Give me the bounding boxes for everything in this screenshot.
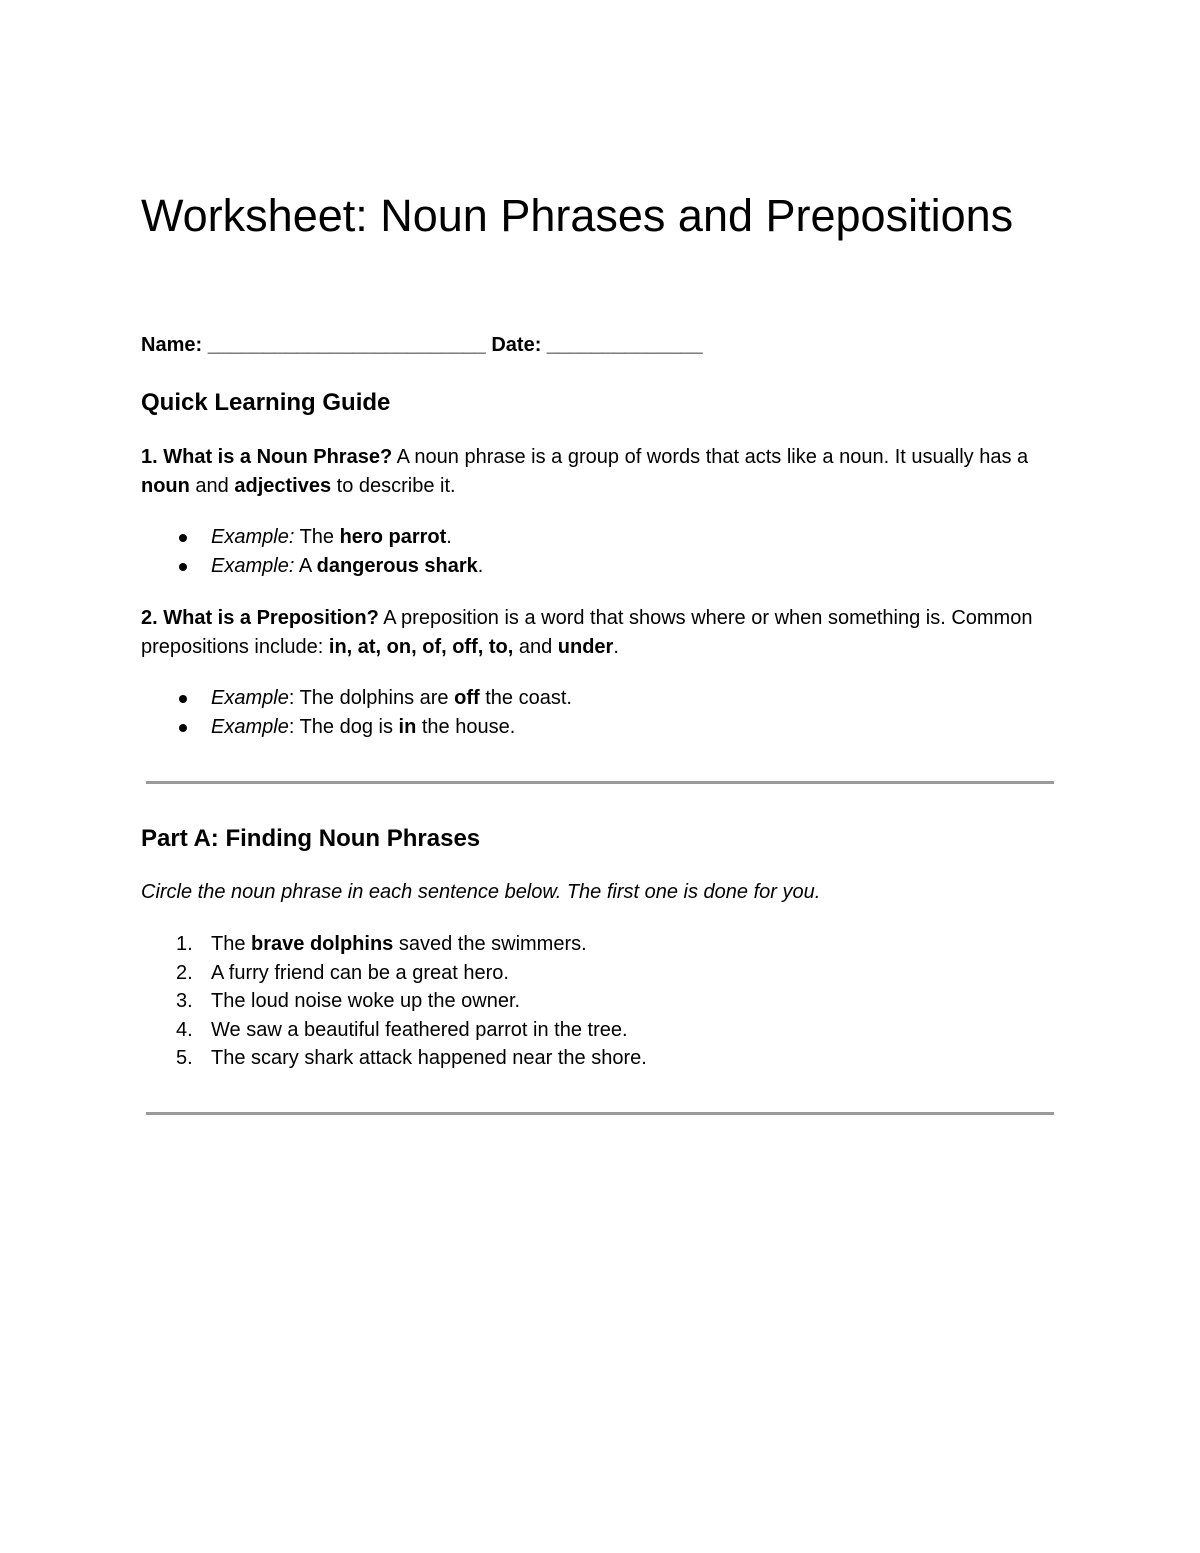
date-label: Date:: [491, 334, 542, 356]
preposition-examples: [141, 684, 1056, 742]
part-a-heading: Part A: Finding Noun Phrases: [141, 825, 481, 852]
list-item: Example: A dangerous shark.: [141, 552, 1056, 581]
part-a-sentences: [141, 930, 1056, 1073]
name-date-line: [141, 332, 703, 358]
list-item: 2. A furry friend can be a great hero.: [176, 961, 509, 984]
list-item: Example: The dog is in the house.: [141, 713, 1056, 742]
list-item: Example: The hero parrot.: [141, 523, 1056, 552]
name-blank: _________________________: [207, 334, 486, 356]
bullet-icon: [179, 695, 187, 703]
list-item: 5. The scary shark attack happened near the shore.: [176, 1047, 647, 1069]
noun-phrase-examples: [141, 523, 1056, 581]
name-label: Name:: [141, 334, 203, 356]
guide-heading: Quick Learning Guide: [141, 389, 391, 416]
list-item: Example: The dolphins are off the coast.: [141, 684, 1056, 713]
bullet-icon: [179, 534, 187, 542]
bullet-icon: [179, 563, 187, 571]
list-item: 4. We saw a beautiful feathered parrot in the tree.: [176, 1018, 628, 1041]
list-item: 3. The loud noise woke up the owner.: [176, 990, 521, 1012]
part-a-instruction: Circle the noun phrase in each sentence below. The first one is done for you.: [141, 881, 821, 903]
page-title: Worksheet: Noun Phrases and Prepositions: [141, 190, 1014, 241]
section-divider: [146, 1112, 1054, 1115]
preposition-definition: 2. What is a Preposition? A preposition is a word that shows where or when something is. Common prepositions include: in, at, on, of, off, to, and under.: [141, 607, 1033, 658]
bullet-icon: [179, 724, 187, 732]
noun-phrase-definition: 1. What is a Noun Phrase? A noun phrase is a group of words that acts like a noun. It usually has a noun and adjectives to describe it.: [141, 446, 1029, 497]
section-divider: [146, 781, 1054, 784]
date-blank: ______________: [546, 334, 703, 356]
preposition-question: 2. What is a Preposition?: [141, 607, 379, 629]
list-item: 1. The brave dolphins saved the swimmers.: [176, 933, 587, 955]
noun-phrase-question: 1. What is a Noun Phrase?: [141, 446, 393, 468]
